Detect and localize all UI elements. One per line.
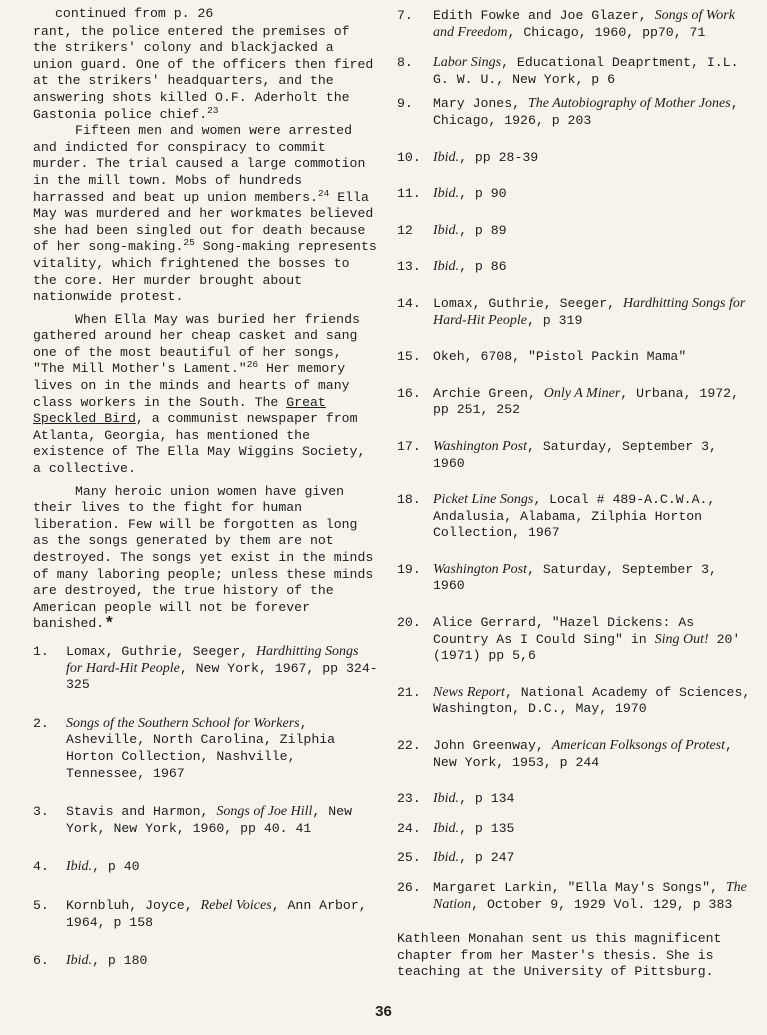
footnote-16 [397, 386, 752, 419]
footnote-title: Ibid. [433, 820, 460, 836]
footnote-number: 9. [397, 96, 413, 112]
footnote-2 [33, 716, 378, 782]
footnote-number: 5. [33, 897, 49, 913]
footnote-post: 20' (1971) pp 5,6 [433, 631, 741, 664]
paragraph-3-text-a: When Ella May was buried her friends gathered around her cheap casket and sang one of the most beautiful of her songs, "The Mill Mother's Lament." [33, 311, 360, 377]
footnote-text [433, 439, 752, 472]
footnote-number: 25. [397, 850, 421, 866]
footnote-number: 21. [397, 684, 421, 700]
footnote-22 [397, 738, 752, 771]
footnote-text [433, 492, 752, 542]
footnote-number: 3. [33, 804, 49, 820]
footnote-number: 17. [397, 438, 421, 454]
footnote-post: , p 90 [459, 186, 507, 202]
footnote-text [433, 880, 752, 913]
footnote-title: Ibid. [433, 791, 460, 807]
footnote-post: , p 247 [459, 850, 515, 866]
footnote-12 [397, 223, 752, 240]
footnote-pre: Stavis and Harmon, [66, 804, 217, 820]
footnote-post: , pp 28-39 [459, 149, 539, 165]
footnote-post: , New York, 1967, pp 324-325 [66, 660, 378, 693]
footnote-text [433, 615, 752, 665]
footnote-post: , Chicago, 1960, pp70, 71 [507, 24, 706, 40]
footnote-text [433, 150, 752, 167]
footnote-ref-25: 25 [183, 237, 195, 249]
footnote-title: Songs of Work and Freedom [433, 8, 735, 40]
footnote-text [66, 804, 378, 837]
footnote-number: 20. [397, 615, 421, 631]
footnote-post: , National Academy of Sciences, Washington, D.C., May, 1970 [433, 684, 751, 717]
footnote-text [433, 821, 752, 838]
footnote-11 [397, 186, 752, 203]
footnote-ref-23: 23 [207, 104, 219, 116]
footnote-title: Ibid. [433, 149, 460, 165]
footnote-ref-24: 24 [317, 187, 330, 199]
footnote-title: Songs of the Southern School for Workers [66, 715, 300, 731]
footnote-14 [397, 296, 752, 329]
footnote-number: 8. [397, 55, 413, 71]
footnote-post: , Saturday, September 3, 1960 [433, 438, 717, 471]
footnote-25 [397, 850, 752, 867]
footnote-text [66, 953, 378, 970]
footnote-post: , p 89 [459, 222, 507, 238]
footnote-text [433, 55, 752, 88]
closing-note: Kathleen Monahan sent us this magnificent chapter from her Master's thesis. She is teaching at the University of Pittsburg. [397, 931, 722, 980]
footnote-21 [397, 685, 752, 718]
footnote-10 [397, 150, 752, 167]
paragraph-2-text-a: Fifteen men and women were arrested and indicted for conspiracy to commit murder. The trial caused a large commotion in the mill town. Mobs of hundreds harrassed and beat up union members. [33, 123, 366, 205]
paragraph-3-text-c: , a communist newspaper from Atlanta, Georgia, has mentioned the existence of The Ella May Wiggins Society, a collective. [33, 411, 366, 477]
footnote-number: 6. [33, 953, 49, 969]
footnote-title: Ibid. [433, 186, 460, 202]
footnote-18 [397, 492, 752, 542]
footnote-text [66, 644, 378, 694]
footnote-pre: Lomax, Guthrie, Seeger, [433, 295, 623, 311]
footnote-title: Ibid. [433, 222, 460, 238]
footnote-number: 11. [397, 186, 421, 202]
footnote-title: Washington Post [433, 561, 527, 577]
footnote-text [433, 96, 752, 129]
footnote-number: 22. [397, 738, 421, 754]
footnote-text [433, 386, 752, 419]
footnote-title: Songs of Joe Hill [216, 804, 313, 820]
footnote-text [433, 259, 752, 276]
footnote-title: American Folksongs of Protest [551, 738, 726, 754]
footnote-text [433, 791, 752, 808]
footnote-9 [397, 96, 752, 129]
footnote-number: 14. [397, 295, 421, 311]
footnote-24 [397, 821, 752, 838]
footnote-title: Sing Out! [654, 631, 709, 647]
paragraph-2 [33, 123, 378, 306]
footnote-number: 12 [397, 222, 413, 238]
footnote-post: , New York, New York, 1960, pp 40. 41 [66, 804, 352, 836]
footnote-text [433, 296, 752, 329]
footnote-8 [397, 55, 752, 88]
footnote-text [66, 859, 378, 876]
footnote-number: 10. [397, 149, 421, 165]
newspaper-title: Great Speckled Bird [33, 394, 326, 427]
footnote-title: Labor Sings [433, 55, 502, 71]
footnote-4 [33, 859, 378, 876]
paragraph-1-text: rant, the police entered the premises of the strikers' colony and blackjacked a union guard. One of the officers then fired at the strikers' headquarters, and the answering shots killed O.F. Aderholt the Gastonia police chief. [33, 23, 374, 122]
footnote-pre: Edith Fowke and Joe Glazer, [433, 8, 655, 23]
footnote-19 [397, 562, 752, 595]
left-column [33, 6, 378, 970]
footnote-5 [33, 898, 378, 931]
footnote-number: 13. [397, 259, 421, 275]
footnote-number: 2. [33, 715, 49, 731]
footnote-text [433, 186, 752, 203]
footnote-pre: Okeh, 6708, "Pistol Packin Mama" [433, 349, 687, 365]
footnote-number: 23. [397, 791, 421, 807]
footnote-title: Only A Miner [543, 385, 621, 401]
paragraph-4 [33, 484, 378, 634]
footnote-post: , p 180 [92, 953, 148, 969]
footnote-text [433, 738, 752, 771]
footnote-title: Picket Line Songs [433, 492, 534, 508]
footnote-title: The Nation [433, 880, 747, 912]
footnote-title: Ibid. [433, 850, 460, 866]
footnote-text [433, 850, 752, 867]
footnote-26 [397, 880, 752, 913]
footnote-number: 18. [397, 492, 421, 508]
footnote-post: , October 9, 1929 Vol. 129, p 383 [471, 896, 733, 912]
footnote-post: , Urbana, 1972, pp 251, 252 [433, 385, 739, 418]
footnote-20 [397, 615, 752, 665]
footnote-post: , Asheville, North Carolina, Zilphia Horton Collection, Nashville, Tennessee, 1967 [66, 715, 336, 781]
footnote-number: 15. [397, 349, 421, 365]
footnote-post: , p 40 [92, 859, 140, 875]
footnote-post: , Saturday, September 3, 1960 [433, 561, 717, 594]
footnote-text [66, 898, 378, 931]
footnote-number: 4. [33, 859, 49, 875]
footnote-3 [33, 804, 378, 837]
footnote-title: Ibid. [66, 859, 93, 875]
footnote-17 [397, 439, 752, 472]
footnote-pre: Alice Gerrard, "Hazel Dickens: As Country As I Could Sing" in [433, 615, 695, 647]
footnote-post: , Ann Arbor, 1964, p 158 [66, 897, 367, 930]
footnote-number: 26. [397, 880, 421, 895]
paragraph-3 [33, 312, 378, 478]
footnote-text [433, 8, 752, 41]
footnote-title: Washington Post [433, 438, 527, 454]
footnote-pre: Mary Jones, [433, 96, 528, 112]
footnote-title: Rebel Voices [200, 897, 272, 913]
paragraph-1 [33, 24, 378, 124]
footnote-title: Ibid. [66, 953, 93, 969]
footnote-post: , p 319 [526, 312, 583, 328]
footnote-pre: Archie Green, [433, 385, 544, 401]
footnote-title: Hardhitting Songs for Hard-Hit People [433, 295, 746, 328]
footnote-post: , Local # 489-A.C.W.A., Andalusia, Alabama, Zilphia Horton Collection, 1967 [433, 492, 716, 541]
footnote-number: 16. [397, 385, 421, 401]
footnote-post: , p 86 [459, 259, 507, 275]
footnote-pre: Lomax, Guthrie, Seeger, [66, 643, 256, 659]
footnote-post: , Chicago, 1926, p 203 [433, 96, 739, 128]
footnote-13 [397, 259, 752, 276]
footnote-text [433, 562, 752, 595]
paragraph-3-text-b: Her memory lives on in the minds and hearts of many class workers in the South. The [33, 361, 350, 410]
footnote-post: , p 135 [459, 820, 515, 836]
footnote-23 [397, 791, 752, 808]
right-column [397, 8, 752, 981]
footnote-text [433, 349, 752, 366]
footnote-post: , New York, 1953, p 244 [433, 738, 733, 770]
footnote-text [66, 716, 378, 782]
footnote-title: News Report [433, 684, 505, 700]
footnote-title: Hardhitting Songs for Hard-Hit People [66, 643, 359, 676]
footnote-number: 7. [397, 8, 413, 23]
end-mark: * [104, 615, 115, 635]
continued-from-label: continued from p. 26 [55, 6, 214, 21]
footnote-number: 24. [397, 820, 421, 836]
footnote-number: 1. [33, 643, 49, 659]
footnote-post: , p 134 [459, 791, 515, 807]
footnote-title: Ibid. [433, 259, 460, 275]
paragraph-2-text-b: Ella May was murdered and her workmates believed she had been singled out for death because of her song-making. [33, 189, 374, 255]
footnote-7 [397, 8, 752, 41]
page-number: 36 [375, 1003, 392, 1020]
footnote-15 [397, 349, 752, 366]
footnote-text [433, 223, 752, 240]
footnote-pre: Margaret Larkin, "Ella May's Songs", [433, 880, 726, 895]
footnote-number: 19. [397, 561, 421, 577]
footnote-pre: Kornbluh, Joyce, [66, 897, 201, 913]
footnote-pre: John Greenway, [433, 738, 552, 754]
footnote-text [433, 685, 752, 718]
footnote-title: The Autobiography of Mother Jones [527, 96, 731, 112]
footnote-6 [33, 953, 378, 970]
footnote-1 [33, 644, 378, 694]
footnote-post: , Educational Deaprtment, I.L. G. W. U., New York, p 6 [433, 55, 739, 87]
footnote-ref-26: 26 [246, 359, 259, 371]
paragraph-2-text-c: Song-making represents vitality, which frightened the bosses to the core. Her murder brought about nationwide protest. [33, 239, 377, 305]
paragraph-4-text: Many heroic union women have given their lives to the fight for human liberation. Few will be forgotten as long as the songs generated by them are not destroyed. The songs yet exist in the minds of many laboring people; unless these minds are destroyed, the true history of the American people will not be forever banished. [33, 483, 374, 632]
